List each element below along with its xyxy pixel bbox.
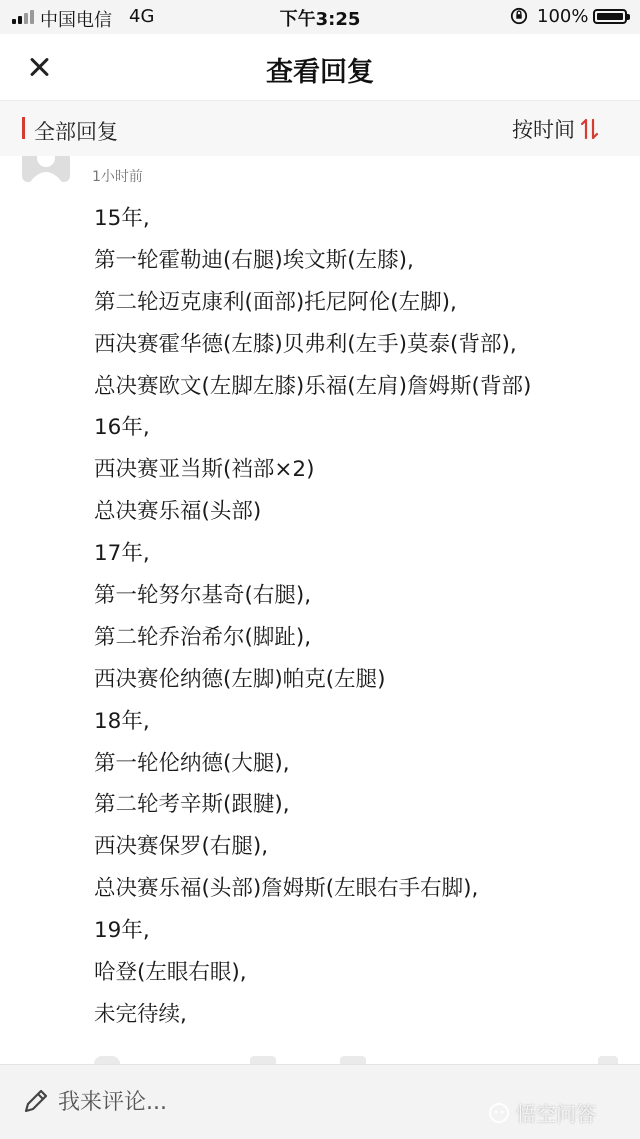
reply-line: 19年, xyxy=(94,918,150,944)
sort-by-time-button[interactable] xyxy=(512,116,599,142)
battery-fill xyxy=(597,13,623,20)
orientation-lock-icon xyxy=(510,7,528,25)
reply-line: 第一轮伦纳德(大腿), xyxy=(94,750,290,776)
filter-bar xyxy=(0,100,640,157)
toolbar-edge xyxy=(0,1056,640,1064)
reply-line: 西决赛亚当斯(裆部×2) xyxy=(94,457,315,483)
header xyxy=(0,34,640,100)
avatar[interactable] xyxy=(22,156,70,182)
wukong-logo-icon xyxy=(488,1102,510,1124)
reply-content xyxy=(0,156,640,1061)
all-replies-label[interactable]: 全部回复 xyxy=(34,120,118,144)
page-title: 查看回复 xyxy=(266,57,374,88)
sort-label: 按时间 xyxy=(512,118,575,142)
battery-icon xyxy=(593,9,627,24)
reply-line: 17年, xyxy=(94,541,150,567)
battery-percent: 100% xyxy=(537,6,589,27)
reply-line: 总决赛欧文(左脚左膝)乐福(左肩)詹姆斯(背部) xyxy=(94,373,532,399)
sort-icon xyxy=(581,117,599,141)
reply-time: 1小时前 xyxy=(92,169,143,185)
comment-input[interactable] xyxy=(58,1085,438,1119)
watermark xyxy=(488,1098,596,1127)
reply-line: 第二轮迈克康利(面部)托尼阿伦(左脚), xyxy=(94,289,457,315)
reply-line: 西决赛保罗(右腿), xyxy=(94,834,269,860)
reply-line: 总决赛乐福(头部) xyxy=(94,499,262,525)
reply-line: 第二轮考辛斯(跟腱), xyxy=(94,792,290,818)
reply-line: 西决赛伦纳德(左脚)帕克(左腿) xyxy=(94,666,386,692)
reply-text xyxy=(94,198,531,1036)
reply-line: 哈登(左眼右眼), xyxy=(94,960,247,986)
status-bar xyxy=(0,0,640,34)
reply-line: 第一轮努尔基奇(右腿), xyxy=(94,583,312,609)
reply-line: 18年, xyxy=(94,708,150,734)
pencil-icon xyxy=(22,1087,50,1115)
reply-line: 15年, xyxy=(94,206,150,231)
reply-line: 西决赛霍华德(左膝)贝弗利(左手)莫泰(背部), xyxy=(94,331,517,357)
status-time: 下午3:25 xyxy=(279,9,361,30)
network-type: 4G xyxy=(129,6,155,27)
carrier-name: 中国电信 xyxy=(40,10,112,31)
reply-line: 总决赛乐福(头部)詹姆斯(左眼右手右脚), xyxy=(94,876,479,902)
filter-accent-bar xyxy=(22,117,25,139)
watermark-text: 悟空问答 xyxy=(516,1102,596,1126)
reply-line: 第一轮霍勒迪(右腿)埃文斯(左膝), xyxy=(94,247,414,273)
reply-line: 16年, xyxy=(94,415,150,441)
reply-line: 未完待续, xyxy=(94,1001,187,1027)
reply-line: 第二轮乔治希尔(脚趾), xyxy=(94,624,312,650)
